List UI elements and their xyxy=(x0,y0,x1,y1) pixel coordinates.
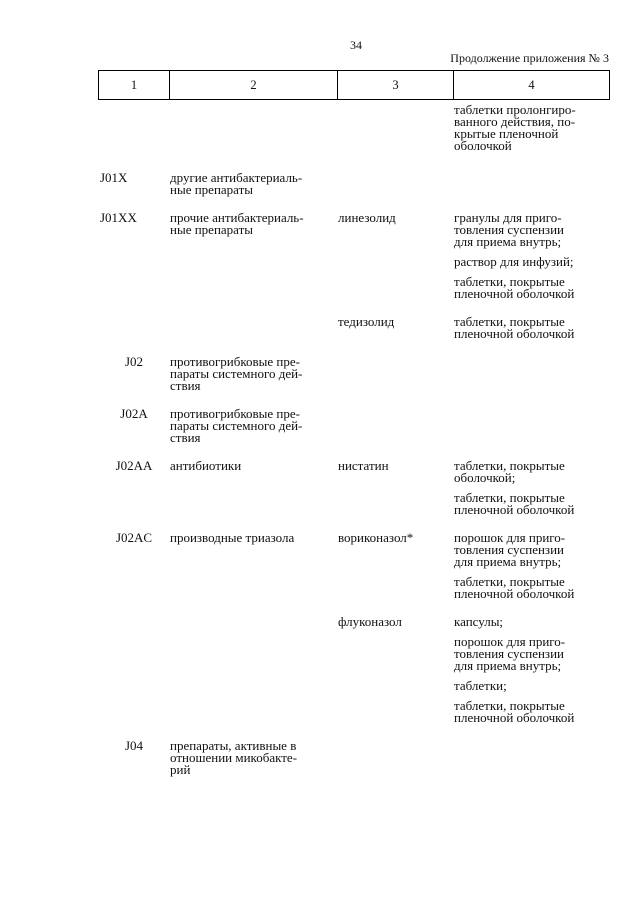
table-row xyxy=(98,356,610,392)
atc-code-cell: J01XX xyxy=(100,210,137,225)
atc-code-cell: J04 xyxy=(124,738,144,753)
atc-code-cell: J02AA xyxy=(115,458,153,473)
table-row xyxy=(98,460,610,516)
drug-name-cell: вориконазол* xyxy=(338,530,414,545)
column-header-4: 4 xyxy=(453,71,609,99)
dosage-forms-cell xyxy=(452,212,610,300)
drug-name-cell: флуконазол xyxy=(338,614,402,629)
drug-name-cell xyxy=(336,104,452,152)
table-row xyxy=(98,316,610,340)
dosage-form-item: таблетки, покрытые пленочной оболочкой xyxy=(454,698,575,725)
dosage-form-item: таблетки, покрытые пленочной оболочкой xyxy=(454,574,575,601)
table-row xyxy=(98,172,610,196)
group-name-cell: противогрибковые пре- параты системного дей- ствия xyxy=(170,354,303,393)
table-row xyxy=(98,104,610,152)
drug-name-cell: линезолид xyxy=(338,210,396,225)
group-name-cell: противогрибковые пре- параты системного дей- ствия xyxy=(170,406,303,445)
column-header-1: 1 xyxy=(130,77,138,92)
group-name-cell xyxy=(168,616,336,724)
dosage-form-item: таблетки, покрытые оболочкой; xyxy=(454,458,565,485)
dosage-forms-cell xyxy=(452,172,610,196)
dosage-form-item: гранулы для приго- товления суспензии для приема внутрь; xyxy=(454,210,564,249)
group-name-cell: прочие антибактериаль- ные препараты xyxy=(170,210,304,237)
drug-name-cell xyxy=(336,408,452,444)
atc-code-cell: J02 xyxy=(124,354,144,369)
table-header xyxy=(98,70,610,100)
continuation-note: Продолжение приложения № 3 xyxy=(450,51,609,65)
dosage-form-item: капсулы; xyxy=(454,614,504,629)
dosage-forms-cell xyxy=(452,532,610,600)
group-name-cell: антибиотики xyxy=(170,458,242,473)
group-name-cell: производные триазола xyxy=(170,530,295,545)
dosage-forms-cell xyxy=(452,740,610,776)
column-header-3: 3 xyxy=(337,71,453,99)
dosage-forms-cell xyxy=(452,460,610,516)
dosage-form-item: таблетки, покрытые пленочной оболочкой xyxy=(454,490,575,517)
dosage-forms-cell xyxy=(452,316,610,340)
atc-code-cell: J02AC xyxy=(115,530,153,545)
table-row xyxy=(98,532,610,600)
drug-name-cell xyxy=(336,356,452,392)
table-row xyxy=(98,212,610,300)
table-row xyxy=(98,740,610,776)
group-name-cell: другие антибактериаль- ные препараты xyxy=(170,170,303,197)
dosage-form-item: таблетки пролонгиро- ванного действия, по- крытые пленочной оболочкой xyxy=(454,102,576,153)
atc-code-cell xyxy=(98,616,168,724)
atc-code-cell xyxy=(98,104,168,152)
drug-name-cell xyxy=(336,740,452,776)
dosage-form-item: порошок для приго- товления суспензии для приема внутрь; xyxy=(454,634,566,673)
atc-code-cell: J01X xyxy=(100,170,128,185)
dosage-form-item: таблетки, покрытые пленочной оболочкой xyxy=(454,314,575,341)
dosage-form-item: таблетки; xyxy=(454,678,507,693)
page-number: 34 xyxy=(350,38,362,52)
group-name-cell: препараты, активные в отношении микобакте- рий xyxy=(170,738,298,777)
drug-name-cell: тедизолид xyxy=(338,314,395,329)
dosage-forms-cell xyxy=(452,356,610,392)
column-header-2: 2 xyxy=(169,71,337,99)
table-row xyxy=(98,408,610,444)
table-body xyxy=(98,104,610,776)
atc-code-cell: J02A xyxy=(120,406,148,421)
table-row xyxy=(98,616,610,724)
dosage-form-item: порошок для приго- товления суспензии для приема внутрь; xyxy=(454,530,566,569)
dosage-form-item: раствор для инфузий; xyxy=(454,254,574,269)
dosage-forms-cell xyxy=(452,104,610,152)
dosage-forms-cell xyxy=(452,408,610,444)
dosage-forms-cell xyxy=(452,616,610,724)
dosage-form-item: таблетки, покрытые пленочной оболочкой xyxy=(454,274,575,301)
atc-code-cell xyxy=(98,316,168,340)
group-name-cell xyxy=(168,316,336,340)
group-name-cell xyxy=(168,104,336,152)
drug-name-cell xyxy=(336,172,452,196)
drug-name-cell: нистатин xyxy=(338,458,389,473)
